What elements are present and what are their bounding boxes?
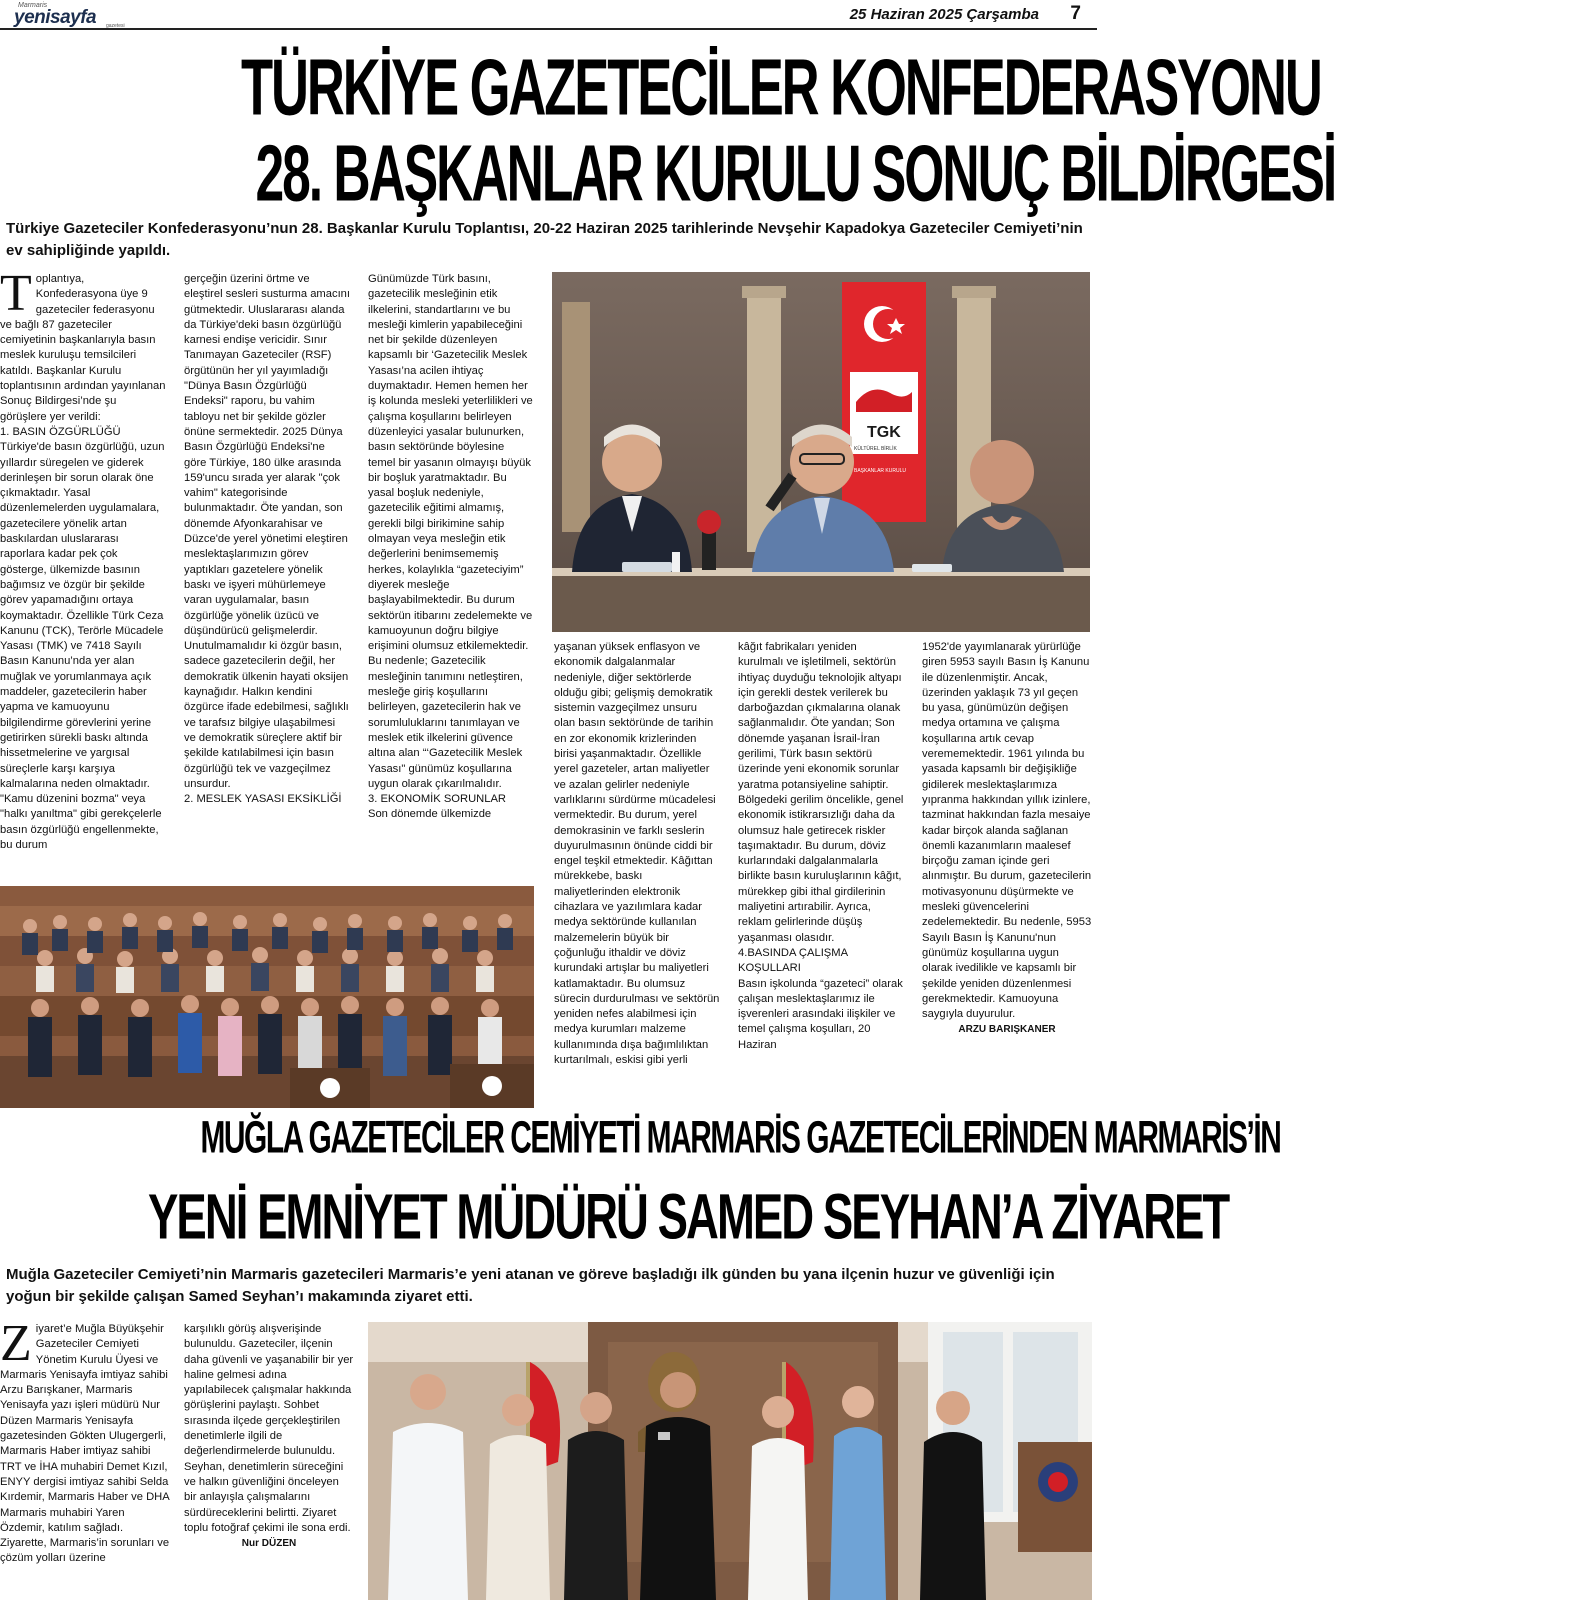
article2-visit-photo bbox=[368, 1322, 1092, 1600]
article1-col3-tail: Son dönemde ülkemizde bbox=[368, 808, 492, 821]
article1-col4-text: yaşanan yüksek enflasyon ve ekonomik dalgalanmalar nedeniyle, diğer sektörlerde olduğu gibi; gelişmiş demokratik sistemin vazgeçilmez unsuru olan basın sektöründe de tarihin en zor ekonomik krizlerinden birisi yaşanmaktadır. Özellikle yerel gazeteler, artan maliyetler ve azalan gelirler nedeniyle varlıklarını sürdürme mücadelesi vermektedir. Bu durum, yerel demokrasinin ve farklı seslerin duyurulmasının önünde ciddi bir engel teşkil etmektedir. Kâğıttan mürekkebe, baskı maliyetlerinden elektronik cihazlara ve yazılımlara kadar medya sektöründe kullanılan malzemelerin büyük bir çoğunluğu ithaldir ve döviz kurundaki artışlar bu maliyetleri katlamaktadır. Bu olumsuz sürecin durdurulması ve sektörün yeniden nefes alabilmesi için medya kurumları malzeme kullanımında dışa bağımlılıktan kurtarılmalı, eskisi gibi yerli bbox=[554, 641, 720, 1067]
logo-main-text: yenisayfa bbox=[14, 7, 97, 28]
article1-column-4 bbox=[554, 640, 720, 1108]
article1-section-1-title: 1. BASIN ÖZGÜRLÜĞÜ bbox=[0, 425, 121, 438]
article2-headline-line1: MUĞLA GAZETECİLER CEMİYETİ MARMARİS GAZETECİLERİNDEN MARMARİS’İN bbox=[200, 1112, 1281, 1163]
newspaper-logo[interactable] bbox=[14, 2, 132, 28]
article1-section-3-title: 3. EKONOMİK SORUNLAR bbox=[368, 793, 507, 806]
article1-section-2-title: 2. MESLEK YASASI EKSİKLİĞİ bbox=[184, 793, 342, 806]
masthead bbox=[0, 0, 1097, 30]
article1-headline-line2: 28. BAŞKANLAR KURULU SONUÇ BİLDİRGESİ bbox=[255, 129, 1336, 219]
logo-sub-text: gazetesi bbox=[106, 23, 125, 29]
banner-line-2: KÜLTÜREL BİRLİK bbox=[854, 446, 897, 452]
article1-column-6 bbox=[922, 640, 1092, 1108]
article1-section-4-title: 4.BASINDA ÇALIŞMA KOŞULLARI bbox=[738, 946, 848, 975]
article1-col1b-text: Türkiye'de basın özgürlüğü, uzun yıllardır süregelen ve giderek derinleşen bir sorun olarak öne çıkmaktadır. Yasal düzenlemelerden uygulamalara, gazetecilere yönelik artan baskılardan uluslararası raporlara kadar pek çok gösterge, ülkemizde basının bağımsız ve özgür bir şekilde görev yapamadığını ortaya koymaktadır. Özellikle Türk Ceza Kanunu (TCK), Terörle Mücadele Yasası (TMK) ve 7418 Sayılı Basın Kanunu’nda yer alan muğlak ve yorumlanmaya açık maddeler, gazetecilerin haber yapma ve kamuoyunu bilgilendirme görevlerini yerine getirirken sürekli baskı altında hissetmelerine ve yargısal süreçlerle karşı karşıya kalmalarına neden olmaktadır. "Kamu düzenini bozma" veya "halkı yanıltma" gibi gerekçelerle basın özgürlüğü engellenmekte, bu durum bbox=[0, 441, 165, 851]
banner-line-3: BAŞKANLAR KURULU bbox=[854, 468, 906, 474]
article1-byline: ARZU BARIŞKANER bbox=[958, 1024, 1056, 1036]
article2-byline: Nur DÜZEN bbox=[241, 1538, 297, 1550]
article1-col1-text: oplantıya, Konfederasyona üye 9 gazeteciler federasyonu ve bağlı 87 gazeteciler cemiyetinin başkanlarıyla basın meslek kuruluşu temsilcileri katıldı. Başkanlar Kurulu toplantısının ardından yayınlanan Sonuç Bildirgesi’nde şu görüşlere yer verildi: bbox=[0, 273, 166, 423]
article2-dropcap: Z bbox=[0, 1315, 32, 1372]
article1-group-photo bbox=[0, 886, 534, 1108]
page-number: 7 bbox=[1070, 3, 1081, 24]
article1-lead: Türkiye Gazeteciler Konfederasyonu’nun 28. Başkanlar Kurulu Toplantısı, 20-22 Haziran 2025 tarihlerinde Nevşehir Kapadokya Gazeteciler Cemiyeti’nin ev sahipliğinde yapıldı. bbox=[6, 220, 1083, 259]
article2-column-1 bbox=[0, 1315, 170, 1598]
article1-col3-text: Günümüzde Türk basını, gazetecilik mesleğinin etik ilkelerini, standartlarını ve bu mesleği kimlerin yapabileceğini net bir şekilde düzenleyen kapsamlı bir ‘Gazetecilik Meslek Yasası’na acilen ihtiyaç duymaktadır. Hemen hemen her iş kolunda mesleki yeterlilikleri ve çalışma koşullarını belirleyen düzenleyici yasalar bulunurken, basın sektöründe böylesine temel bir yasanın olmayışı büyük bir boşluk yaratmaktadır. Bu yasal boşluk nedeniyle, gazetecilik eğitimi almamış, gerekli bilgi birikimine sahip olmayan veya mesleğin etik değerlerini benimsememiş herkes, kolaylıkla “gazeteciyim” diyerek mesleğe başlayabilmektedir. Bu durum sektörün itibarını zedelemekte ve kamuoyunun doğru bilgiye erişimini olumsuz etkilemektedir. Bu nedenle; Gazetecilik mesleğinin tanımını netleştiren, mesleğe giriş koşullarını belirleyen, gazetecilerin hak ve sorumluluklarını tanımlayan ve meslek etik ilkelerini güvence altına alan “‘Gazetecilik Meslek Yasası" günümüz koşullarına uygun olarak çıkarılmalıdır. bbox=[368, 273, 533, 790]
article1-column-5 bbox=[738, 640, 904, 1108]
article1-column-1 bbox=[0, 265, 166, 876]
logo-small-text: Marmaris bbox=[18, 2, 48, 9]
article1-column-2 bbox=[184, 272, 350, 876]
article1-col2-text: gerçeğin üzerini örtme ve eleştirel sesleri susturma amacını gütmektedir. Uluslararası alanda da Türkiye'deki basın özgürlüğü karnesi endişe vericidir. Sınır Tanımayan Gazeteciler (RSF) örgütünün her yıl yayımladığı "Dünya Basın Özgürlüğü Endeksi" raporu, bu vahim tabloyu net bir şekilde gözler önüne sermektedir. 2025 Dünya Basın Özgürlüğü Endeksi'ne göre Türkiye, 180 ülke arasında 159'uncu sırada yer alarak "çok vahim" kategorisinde bulunmaktadır. Öte yandan, son dönemde Afyonkarahisar ve Düzce'de yerel yönetimi eleştiren meslektaşlarımızın görev yaptıkları gazetelere yönelik baskı ve işyeri mühürlemeye varan uygulamalar, basın özgürlüğe yönelik üzücü ve düşündürücü gelişmelerdir. Unutulmamalıdır ki özgür basın, sadece gazetecilerin değil, her demokratik ülkenin hayati oksijen kaynağıdır. Halkın kendini özgürce ifade edebilmesi, sağlıklı ve tarafsız bilgiye ulaşabilmesi ve demokratik süreçlere aktif bir şekilde katılabilmesi için basın özgürlüğü tek ve vazgeçilmez unsurdur. bbox=[184, 273, 351, 790]
article1-dropcap: T bbox=[0, 265, 32, 322]
article2-col1-text: iyaret’e Muğla Büyükşehir Gazeteciler Cemiyeti Yönetim Kurulu Üyesi ve Marmaris Yenisayfa imtiyaz sahibi Arzu Barışkaner, Marmaris Yenisayfa yazı işleri müdürü Nur Düzen Marmaris Yenisayfa gazetesinden Gökten Ulugergerli, Marmaris Haber imtiyaz sahibi TRT ve İHA muhabiri Demet Kızıl, ENYY dergisi imtiyaz sahibi Selda Kırdemir, Marmaris Haber ve DHA Marmaris muhabiri Yaren Özdemir, katılım sağladı. Ziyarette, Marmaris’in sorunları ve çözüm yolları üzerine bbox=[0, 1323, 170, 1565]
article2-column-2 bbox=[184, 1322, 354, 1598]
issue-date: 25 Haziran 2025 Çarşamba bbox=[849, 6, 1039, 23]
article1-headline-line1: TÜRKİYE GAZETECİLER KONFEDERASYONU bbox=[240, 43, 1321, 133]
article2-lead: Muğla Gazeteciler Cemiyeti’nin Marmaris gazetecileri Marmaris’e yeni atanan ve göreve başladığı ilk günden bu yana ilçenin huzur ve güvenliği için yoğun bir şekilde çalışan Samed Seyhan’ı makamında ziyaret etti. bbox=[6, 1266, 1055, 1305]
article1-panel-photo bbox=[552, 272, 1090, 632]
article1-column-3 bbox=[368, 272, 534, 876]
article2-headline-line2: YENİ EMNİYET MÜDÜRÜ SAMED SEYHAN’A ZİYARET bbox=[148, 1181, 1229, 1253]
article1-col6-text: 1952'de yayımlanarak yürürlüğe giren 5953 sayılı Basın İş Kanunu ile düzenlenmiştir. Ancak, üzerinden yaklaşık 73 yıl geçen bu yasa, günümüzün değişen medya ortamına ve çalışma koşullarına artık cevap verememektedir. 1961 yılında bu yasada kapsamlı bir değişikliğe gidilerek meslektaşlarımıza yıpranma hakkından yıllık izinlere, tazminat hakkından fazla mesaiye kadar birçok alanda sağlanan önemli kazanımların maalesef birçoğu zaman içinde geri alınmıştır. Bu durum, gazetecilerin motivasyonunu düşürmekte ve mesleki güvencelerini zedelemektedir. Bu nedenle, 5953 Sayılı Basın İş Kanunu'nun günümüz koşullarına uygun olarak ivedilikle ve kapsamlı bir şekilde yeniden düzenlenmesi gerekmektedir. Kamuoyuna saygıyla duyurulur. bbox=[922, 641, 1092, 1021]
article1-col5b-text: Basın işkolunda “gazeteci” olarak çalışan meslektaşlarımız ile işverenleri arasındaki ilişkiler ve temel çalışma koşulları, 20 Haziran bbox=[738, 977, 903, 1051]
article1-col5-text: kâğıt fabrikaları yeniden kurulmalı ve işletilmeli, sektörün ihtiyaç duyduğu teknolojik altyapı için gerekli destek verilerek bu darboğazdan çıkmalarına olanak sağlanmalıdır. Öte yandan; Son dönemde yaşanan İsrail-İran gerilimi, Türk basın sektörü üzerinde yeni ekonomik sorunlar yaratma potansiyeline sahiptir. Bölgedeki gerilim öncelikle, genel ekonomik istikrarsızlığı daha da olumsuz hale getirecek riskler taşımaktadır. Bu durum, döviz kurlarındaki dalgalanmalarla birlikte basın kuruluşlarının kâğıt, mürekkep gibi ithal girdilerinin maliyetini artırabilir. Ayrıca, reklam gelirlerinde düşüş yaşanması olasıdır. bbox=[738, 641, 904, 944]
banner-tgk-text: TGK bbox=[867, 424, 901, 441]
article2-col2-text: karşılıklı görüş alışverişinde bulunuldu. Gazeteciler, ilçenin daha güvenli ve yaşanabilir bir yer haline gelmesi adına yapılabilecek çalışmalar hakkında görüşlerini paylaştı. Sohbet sırasında ilçede gerçekleştirilen denetimlerle ilgili de değerlendirmelerde bulunuldu. Seyhan, denetimlerin süreceğini ve halkın güvenliğini önceleyen bir anlayışla çalışmalarını sürdüreceklerini belirtti. Ziyaret toplu fotoğraf çekimi ile sona erdi. bbox=[184, 1323, 354, 1534]
